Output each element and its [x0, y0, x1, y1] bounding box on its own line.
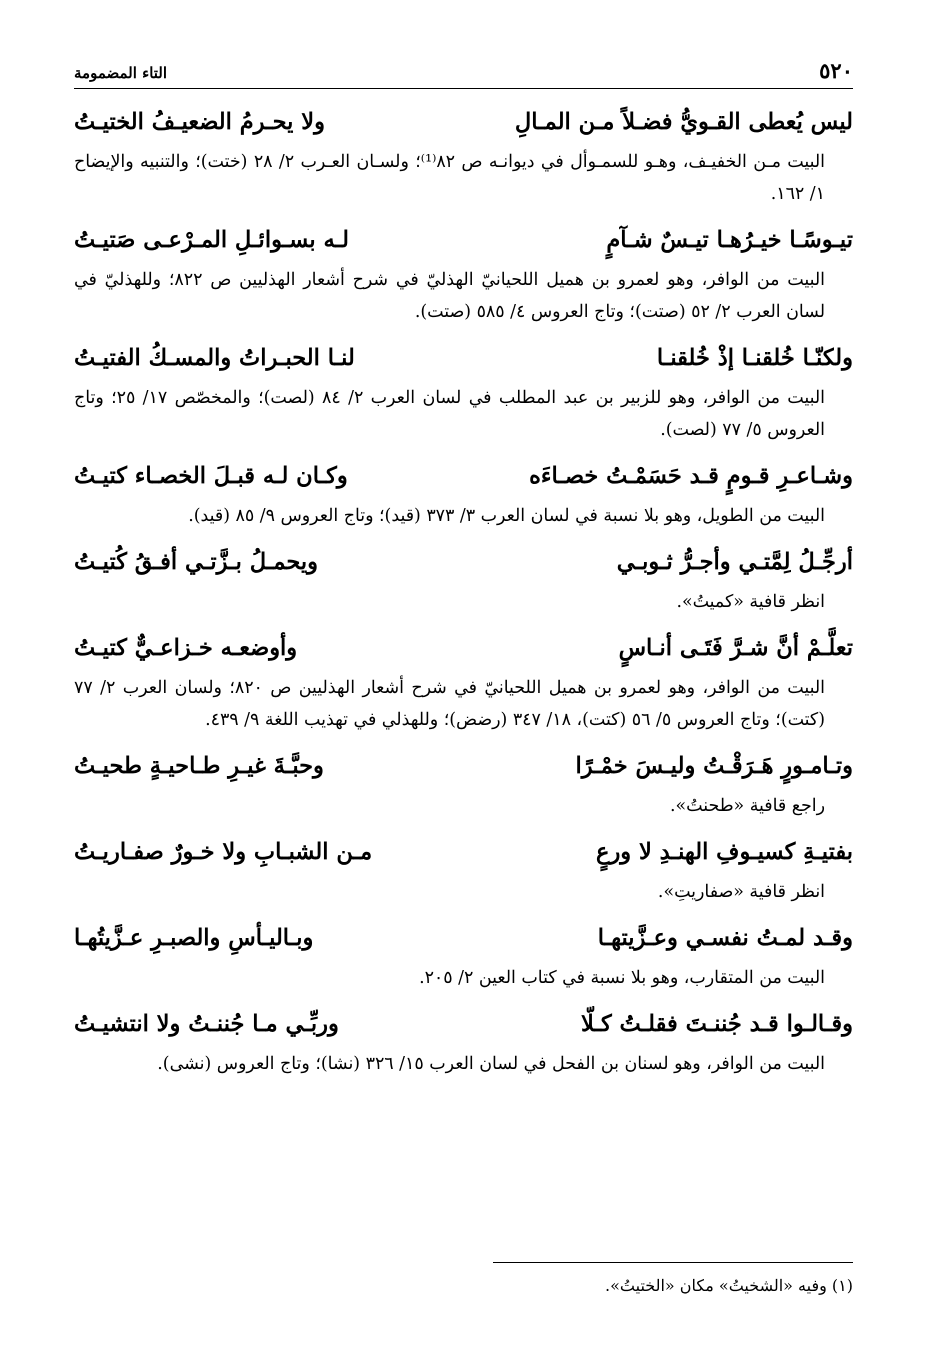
- verse-entry: [74, 626, 853, 736]
- verse-line: [74, 916, 853, 960]
- verse-commentary: البيت مـن الخفيـف، وهـو للسمـوأل في ديوانـه ص ٨٢⁽¹⁾؛ ولسـان العـرب ٢/ ٢٨ (ختت)؛ والتنبيه والإيضاح ١/ ١٦٢.: [74, 152, 826, 204]
- second-hemistich: وبـاليـأسِ والصبـرِ عـزَّيتُهـا: [74, 925, 314, 951]
- verse-line: [74, 1002, 853, 1046]
- verse-line: [74, 626, 853, 670]
- first-hemistich: تعلَّـمْ أنَّ شـرَّ فَتَـى أنـاسٍ: [618, 635, 853, 661]
- verse-entry: [74, 336, 853, 446]
- verse-line: [74, 454, 853, 498]
- second-hemistich: وحبَّـةَ غيـرِ طـاحيـةٍ طحيـتُ: [74, 753, 324, 779]
- verse-entry: [74, 540, 853, 618]
- verse-commentary: انظر قافية «صفاريتِ».: [657, 882, 825, 902]
- verse-line: [74, 540, 853, 584]
- verse-commentary: البيت من الطويل، وهو بلا نسبة في لسان العرب ٣/ ٣٧٣ (قيد)؛ وتاج العروس ٩/ ٨٥ (قيد).: [188, 506, 825, 526]
- verse-entry: [74, 830, 853, 908]
- first-hemistich: تيـوسًـا خيـرُهـا تيـسٌ شـآمٍ: [606, 227, 853, 253]
- verse-entry: [74, 100, 853, 210]
- verse-commentary: البيت من الوافر، وهو لعمرو بن هميل اللحيانيّ الهذليّ في شرح أشعار الهذليين ص ٨٢٢؛ وللهذليّ في لسان العرب ٢/ ٥٢ (صتت)؛ وتاج العروس ٤/ ٥٨٥ (صتت).: [74, 270, 825, 322]
- first-hemistich: ليس يُعطى القـويُّ فضـلاً مـن المـالِ: [514, 109, 853, 135]
- verse-commentary: البيت من الوافر، وهو للزبير بن عبد المطلب في لسان العرب ٢/ ٨٤ (لصت)؛ والمخصّص ١٧/ ٢٥؛ وتاج العروس ٥/ ٧٧ (لصت).: [74, 388, 826, 440]
- second-hemistich: لنـا الحبـراتُ والمسـكُ الفتيـتُ: [74, 345, 355, 371]
- footnote: (١) وفيه «الشخيتُ» مكان «الختيتُ».: [605, 1276, 853, 1295]
- verse-commentary: البيت من الوافر، وهو لسنان بن الفحل في لسان العرب ١٥/ ٣٢٦ (نشا)؛ وتاج العروس (نشى).: [157, 1054, 825, 1074]
- page-header: [74, 58, 853, 89]
- verse-entry: [74, 454, 853, 532]
- verse-commentary: راجع قافية «طحنتُ».: [670, 796, 825, 816]
- first-hemistich: وتـامـورٍ هَـرَقْـتُ وليـسَ خمْـرًا: [575, 753, 853, 779]
- second-hemistich: مـن الشبـابِ ولا خـورٌ صفـاريـتُ: [74, 839, 373, 865]
- second-hemistich: وأوضعـه خـزاعـيٌّ كتيـتُ: [74, 635, 298, 661]
- entries-list: [74, 100, 853, 1088]
- verse-commentary: انظر قافية «كميتُ».: [676, 592, 825, 612]
- second-hemistich: ولا يحـرمُ الضعيـفُ الختيـتُ: [74, 109, 325, 135]
- verse-entry: [74, 916, 853, 994]
- first-hemistich: وقـد لمـتُ نفسـي وعـزَّيتهـا: [597, 925, 853, 951]
- footnote-divider: [493, 1262, 853, 1263]
- verse-entry: [74, 218, 853, 328]
- first-hemistich: أرجِّـلُ لِمَّتـي وأجـرُّ ثـوبـي: [616, 549, 853, 575]
- second-hemistich: وربِّـي مـا جُننـتُ ولا انتشيـتُ: [74, 1011, 339, 1037]
- verse-line: [74, 100, 853, 144]
- verse-line: [74, 830, 853, 874]
- page-number: ٥٢٠: [819, 58, 853, 83]
- verse-line: [74, 336, 853, 380]
- first-hemistich: بفتيـةِ كسيـوفِ الهنـدِ لا ورعٍ: [596, 839, 853, 865]
- first-hemistich: ولكنّـا خُلقنـا إذْ خُلقنـا: [656, 345, 853, 371]
- running-title: التاء المضمومة: [74, 64, 168, 82]
- verse-line: [74, 744, 853, 788]
- first-hemistich: وشـاعـرِ قـومٍ قـد حَسَمْـتُ خصـاءَه: [529, 463, 853, 489]
- first-hemistich: وقـالـوا قـد جُننـتَ فقلـتُ كـلّا: [580, 1011, 853, 1037]
- verse-entry: [74, 1002, 853, 1080]
- second-hemistich: لـه بسـوائـلِ المـرْعـى صَتيـتُ: [74, 227, 349, 253]
- verse-commentary: البيت من الوافر، وهو لعمرو بن هميل اللحيانيّ في شرح أشعار الهذليين ص ٨٢٠؛ ولسان العرب ٢/ ٧٧ (كتت)؛ وتاج العروس ٥/ ٥٦ (كتت)، ١٨/ ٣٤٧ (رضض)؛ وللهذلي في تهذيب اللغة ٩/ ٤٣٩.: [74, 678, 826, 730]
- second-hemistich: وكـان لـه قبـلَ الخصـاء كتيـتُ: [74, 463, 348, 489]
- verse-commentary: البيت من المتقارب، وهو بلا نسبة في كتاب العين ٢/ ٢٠٥.: [419, 968, 825, 988]
- verse-line: [74, 218, 853, 262]
- verse-entry: [74, 744, 853, 822]
- second-hemistich: ويحمـلُ بـزَّتـي أفـقُ كُتيـتُ: [74, 549, 319, 575]
